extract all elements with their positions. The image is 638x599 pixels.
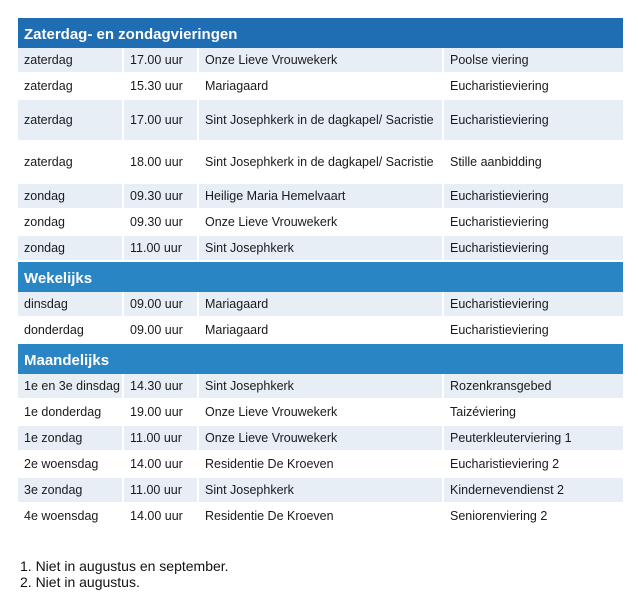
place-cell: Mariagaard (197, 318, 442, 344)
table-row (18, 478, 623, 504)
table-row (18, 504, 623, 530)
table-row (18, 48, 623, 74)
table-row (18, 210, 623, 236)
section-header-weekly: Wekelijks (18, 262, 623, 292)
schedule-table (18, 18, 623, 530)
section-table-weekend (18, 48, 623, 262)
time-cell: 11.00 uur (122, 236, 197, 262)
place-cell: Sint Josephkerk (197, 374, 442, 400)
day-cell: 1e zondag (18, 426, 122, 452)
place-cell: Onze Lieve Vrouwekerk (197, 48, 442, 74)
day-cell: donderdag (18, 318, 122, 344)
place-cell: Onze Lieve Vrouwekerk (197, 426, 442, 452)
table-row (18, 374, 623, 400)
day-cell: 1e donderdag (18, 400, 122, 426)
table-row (18, 74, 623, 100)
type-cell: Eucharistieviering (442, 184, 623, 210)
type-cell: Eucharistieviering (442, 318, 623, 344)
section-table-weekly (18, 292, 623, 344)
type-cell: Poolse viering (442, 48, 623, 74)
place-cell: Mariagaard (197, 74, 442, 100)
place-cell: Sint Josephkerk in de dagkapel/ Sacristie (197, 142, 442, 184)
section-header-weekend: Zaterdag- en zondagvieringen (18, 18, 623, 48)
type-cell: Eucharistieviering (442, 210, 623, 236)
type-cell: Stille aanbidding (442, 142, 623, 184)
footnotes (20, 558, 229, 590)
place-cell: Sint Josephkerk (197, 478, 442, 504)
footnote-1: 1. Niet in augustus en september. (20, 558, 229, 574)
table-row (18, 452, 623, 478)
type-cell: Seniorenviering 2 (442, 504, 623, 530)
type-cell: Eucharistieviering 2 (442, 452, 623, 478)
time-cell: 14.00 uur (122, 504, 197, 530)
place-cell: Onze Lieve Vrouwekerk (197, 400, 442, 426)
day-cell: zondag (18, 184, 122, 210)
day-cell: zaterdag (18, 74, 122, 100)
type-cell: Eucharistieviering (442, 74, 623, 100)
place-cell: Residentie De Kroeven (197, 504, 442, 530)
day-cell: zondag (18, 210, 122, 236)
time-cell: 15.30 uur (122, 74, 197, 100)
place-cell: Heilige Maria Hemelvaart (197, 184, 442, 210)
time-cell: 09.30 uur (122, 184, 197, 210)
time-cell: 17.00 uur (122, 48, 197, 74)
time-cell: 14.30 uur (122, 374, 197, 400)
footnote-2: 2. Niet in augustus. (20, 574, 140, 590)
type-cell: Kindernevendienst 2 (442, 478, 623, 504)
day-cell: dinsdag (18, 292, 122, 318)
day-cell: zaterdag (18, 48, 122, 74)
time-cell: 17.00 uur (122, 100, 197, 142)
day-cell: zaterdag (18, 142, 122, 184)
type-cell: Eucharistieviering (442, 236, 623, 262)
table-row (18, 426, 623, 452)
time-cell: 14.00 uur (122, 452, 197, 478)
section-header-monthly: Maandelijks (18, 344, 623, 374)
day-cell: 4e woensdag (18, 504, 122, 530)
time-cell: 09.00 uur (122, 318, 197, 344)
type-cell: Taizéviering (442, 400, 623, 426)
day-cell: 2e woensdag (18, 452, 122, 478)
type-cell: Eucharistieviering (442, 100, 623, 142)
day-cell: 1e en 3e dinsdag (18, 374, 122, 400)
day-cell: zaterdag (18, 100, 122, 142)
type-cell: Eucharistieviering (442, 292, 623, 318)
table-row (18, 184, 623, 210)
day-cell: 3e zondag (18, 478, 122, 504)
table-row (18, 142, 623, 184)
type-cell: Rozenkransgebed (442, 374, 623, 400)
time-cell: 18.00 uur (122, 142, 197, 184)
type-cell: Peuterkleuterviering 1 (442, 426, 623, 452)
table-row (18, 318, 623, 344)
table-row (18, 236, 623, 262)
table-row (18, 100, 623, 142)
time-cell: 11.00 uur (122, 478, 197, 504)
place-cell: Residentie De Kroeven (197, 452, 442, 478)
place-cell: Onze Lieve Vrouwekerk (197, 210, 442, 236)
time-cell: 19.00 uur (122, 400, 197, 426)
table-row (18, 400, 623, 426)
place-cell: Sint Josephkerk in de dagkapel/ Sacristie (197, 100, 442, 142)
time-cell: 09.00 uur (122, 292, 197, 318)
table-row (18, 292, 623, 318)
section-table-monthly (18, 374, 623, 530)
day-cell: zondag (18, 236, 122, 262)
time-cell: 11.00 uur (122, 426, 197, 452)
time-cell: 09.30 uur (122, 210, 197, 236)
place-cell: Sint Josephkerk (197, 236, 442, 262)
place-cell: Mariagaard (197, 292, 442, 318)
